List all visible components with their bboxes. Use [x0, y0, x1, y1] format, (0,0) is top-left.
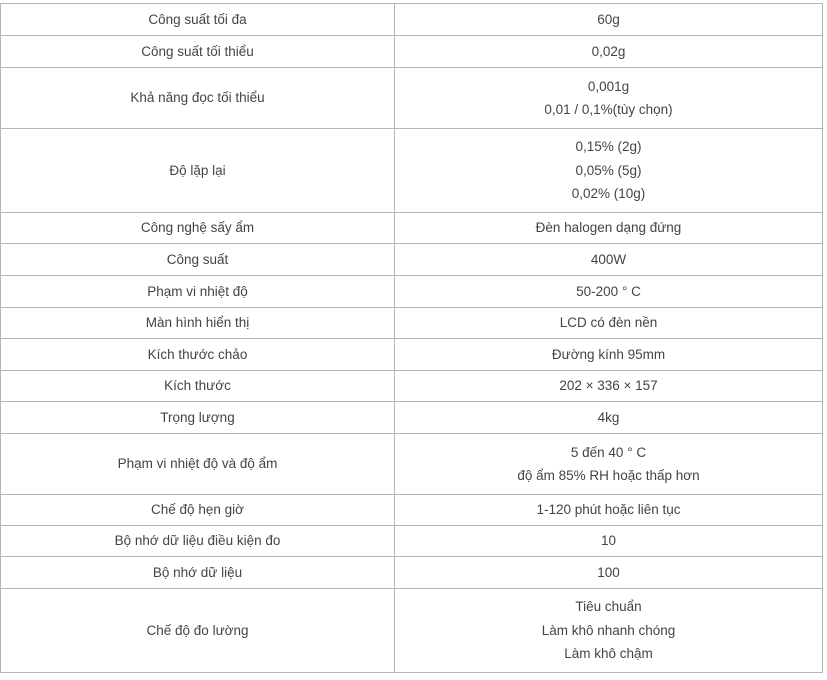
table-row	[1, 402, 823, 434]
table-row	[1, 4, 823, 36]
spec-value-line: 1-120 phút hoặc liên tục	[536, 502, 681, 518]
spec-label-cell: Kích thước chảo	[1, 339, 395, 371]
spec-label-cell: Kích thước	[1, 371, 395, 402]
table-row	[1, 308, 823, 339]
spec-table	[0, 3, 823, 673]
spec-value-cell	[395, 308, 823, 339]
spec-label-cell: Phạm vi nhiệt độ và độ ẩm	[1, 434, 395, 495]
spec-value-line: 10	[600, 533, 617, 549]
table-row	[1, 371, 823, 402]
spec-value-cell	[395, 4, 823, 36]
spec-value-cell	[395, 36, 823, 68]
spec-label-cell: Chế độ đo lường	[1, 589, 395, 673]
spec-value-line: 0,15% (2g)	[575, 139, 642, 155]
spec-value-line: 0,02g	[591, 43, 626, 59]
table-row	[1, 276, 823, 308]
spec-value-line: Đường kính 95mm	[551, 346, 666, 362]
spec-value-line: 60g	[597, 11, 620, 27]
spec-value-line: Tiêu chuẩn	[575, 599, 642, 615]
spec-value-line: 400W	[590, 251, 627, 267]
spec-value-line: Đèn halogen dạng đứng	[535, 220, 682, 236]
table-row	[1, 36, 823, 68]
spec-value-cell	[395, 213, 823, 244]
table-row	[1, 495, 823, 526]
spec-table-body	[1, 4, 823, 673]
spec-value-line: 5 đến 40 ° C	[570, 444, 647, 460]
spec-value-line: 100	[597, 564, 620, 580]
spec-label-cell: Công suất tối đa	[1, 4, 395, 36]
spec-value-line: 0,02% (10g)	[571, 186, 646, 202]
spec-label-cell: Khả năng đọc tối thiểu	[1, 68, 395, 129]
spec-value-cell	[395, 371, 823, 402]
spec-value-line: 0,05% (5g)	[575, 162, 642, 178]
spec-value-cell	[395, 129, 823, 213]
spec-label-cell: Màn hình hiển thị	[1, 308, 395, 339]
spec-label-cell: Phạm vi nhiệt độ	[1, 276, 395, 308]
spec-value-cell	[395, 495, 823, 526]
table-row	[1, 213, 823, 244]
spec-value-cell	[395, 526, 823, 557]
spec-value-cell	[395, 402, 823, 434]
spec-label-cell: Bộ nhớ dữ liệu	[1, 557, 395, 589]
table-row	[1, 129, 823, 213]
spec-value-cell	[395, 589, 823, 673]
table-row	[1, 526, 823, 557]
table-row	[1, 557, 823, 589]
spec-value-line: 0,01 / 0,1%(tùy chọn)	[544, 102, 673, 117]
spec-value-line: 4kg	[597, 409, 620, 425]
spec-label-cell: Bộ nhớ dữ liệu điều kiện đo	[1, 526, 395, 557]
spec-label-cell: Công nghệ sấy ẩm	[1, 213, 395, 244]
table-row	[1, 339, 823, 371]
spec-value-cell	[395, 68, 823, 129]
spec-value-cell	[395, 339, 823, 371]
spec-value-line: 202 × 336 × 157	[559, 378, 658, 394]
spec-value-line: 0,001g	[587, 78, 630, 94]
spec-label-cell: Chế độ hẹn giờ	[1, 495, 395, 526]
spec-label-cell: Công suất tối thiểu	[1, 36, 395, 68]
spec-value-line: độ ẩm 85% RH hoặc thấp hơn	[517, 468, 700, 483]
spec-value-line: Làm khô nhanh chóng	[541, 622, 676, 638]
spec-value-cell	[395, 244, 823, 276]
spec-label-cell: Trọng lượng	[1, 402, 395, 434]
spec-value-cell	[395, 434, 823, 495]
spec-value-line: LCD có đèn nền	[559, 315, 658, 331]
table-row	[1, 68, 823, 129]
table-row	[1, 589, 823, 673]
table-row	[1, 434, 823, 495]
table-row	[1, 244, 823, 276]
spec-value-cell	[395, 276, 823, 308]
spec-value-line: Làm khô chậm	[564, 646, 653, 662]
spec-value-cell	[395, 557, 823, 589]
spec-label-cell: Công suất	[1, 244, 395, 276]
spec-value-line: 50-200 ° C	[576, 283, 641, 299]
spec-label-cell: Độ lặp lại	[1, 129, 395, 213]
